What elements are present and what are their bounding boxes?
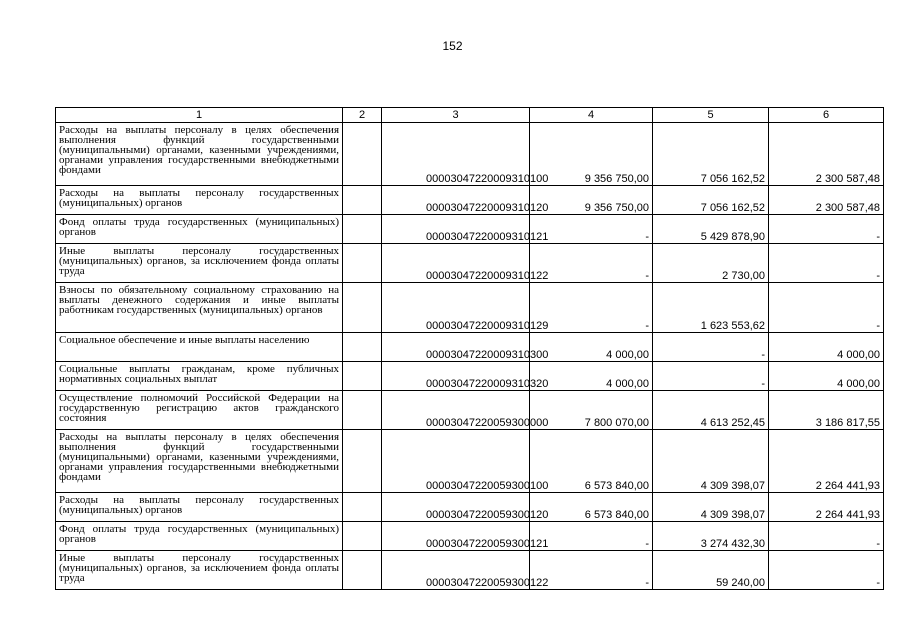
- row-executed-amount: -: [653, 333, 769, 362]
- row-executed-amount: 7 056 162,52: [653, 123, 769, 186]
- row-executed-amount: -: [653, 362, 769, 391]
- column-header: 1: [56, 108, 343, 123]
- row-approved-amount: -: [530, 522, 653, 551]
- budget-execution-table: [55, 107, 884, 590]
- column-number-header-row: [56, 108, 884, 123]
- row-budget-code: 00003047220009310129: [382, 283, 530, 333]
- row-remaining-amount: 2 264 441,93: [769, 493, 884, 522]
- row-remaining-amount: 2 300 587,48: [769, 123, 884, 186]
- row-budget-code: 00003047220009310120: [382, 186, 530, 215]
- row-executed-amount: 59 240,00: [653, 551, 769, 590]
- row-description: Социальное обеспечение и иные выплаты населению: [56, 333, 343, 362]
- row-approved-amount: -: [530, 283, 653, 333]
- row-executed-amount: 1 623 553,62: [653, 283, 769, 333]
- row-approved-amount: 9 356 750,00: [530, 123, 653, 186]
- table-row: [56, 551, 884, 590]
- row-description: Осуществление полномочий Российской Федерации на государственную регистрацию актов гражданского состояния: [56, 391, 343, 430]
- row-executed-amount: 7 056 162,52: [653, 186, 769, 215]
- row-line-code: [343, 333, 382, 362]
- table-row: [56, 244, 884, 283]
- table-row: [56, 333, 884, 362]
- table-row: [56, 430, 884, 493]
- table-row: [56, 391, 884, 430]
- row-remaining-amount: 3 186 817,55: [769, 391, 884, 430]
- row-budget-code: 00003047220059300100: [382, 430, 530, 493]
- row-remaining-amount: 4 000,00: [769, 333, 884, 362]
- row-remaining-amount: 2 264 441,93: [769, 430, 884, 493]
- row-approved-amount: -: [530, 244, 653, 283]
- row-description: Фонд оплаты труда государственных (муниципальных) органов: [56, 215, 343, 244]
- row-remaining-amount: -: [769, 522, 884, 551]
- table-row: [56, 215, 884, 244]
- row-description: Социальные выплаты гражданам, кроме публичных нормативных социальных выплат: [56, 362, 343, 391]
- row-line-code: [343, 522, 382, 551]
- column-header: 3: [382, 108, 530, 123]
- row-description: Расходы на выплаты персоналу в целях обеспечения выполнения функций государственными (муниципальными) органами, казенными учреждениями, органами управления государственными внебюджетными фондами: [56, 123, 343, 186]
- row-line-code: [343, 244, 382, 283]
- row-line-code: [343, 123, 382, 186]
- row-remaining-amount: 4 000,00: [769, 362, 884, 391]
- row-line-code: [343, 283, 382, 333]
- table-row: [56, 123, 884, 186]
- table-row: [56, 493, 884, 522]
- row-remaining-amount: 2 300 587,48: [769, 186, 884, 215]
- column-header: 5: [653, 108, 769, 123]
- row-executed-amount: 3 274 432,30: [653, 522, 769, 551]
- row-remaining-amount: -: [769, 283, 884, 333]
- table-row: [56, 283, 884, 333]
- row-line-code: [343, 493, 382, 522]
- row-budget-code: 00003047220009310100: [382, 123, 530, 186]
- row-approved-amount: -: [530, 215, 653, 244]
- row-description: Фонд оплаты труда государственных (муниципальных) органов: [56, 522, 343, 551]
- row-executed-amount: 4 309 398,07: [653, 430, 769, 493]
- row-remaining-amount: -: [769, 215, 884, 244]
- row-remaining-amount: -: [769, 551, 884, 590]
- row-approved-amount: 4 000,00: [530, 333, 653, 362]
- row-line-code: [343, 215, 382, 244]
- row-budget-code: 00003047220059300000: [382, 391, 530, 430]
- row-budget-code: 00003047220059300120: [382, 493, 530, 522]
- row-description: Расходы на выплаты персоналу в целях обеспечения выполнения функций государственными (муниципальными) органами, казенными учреждениями, органами управления государственными внебюджетными фондами: [56, 430, 343, 493]
- row-budget-code: 00003047220009310121: [382, 215, 530, 244]
- column-header: 2: [343, 108, 382, 123]
- row-description: Расходы на выплаты персоналу государственных (муниципальных) органов: [56, 186, 343, 215]
- row-budget-code: 00003047220009310300: [382, 333, 530, 362]
- table-row: [56, 362, 884, 391]
- row-description: Расходы на выплаты персоналу государственных (муниципальных) органов: [56, 493, 343, 522]
- row-budget-code: 00003047220009310320: [382, 362, 530, 391]
- row-description: Взносы по обязательному социальному страхованию на выплаты денежного содержания и иные выплаты работникам государственных (муниципальных) органов: [56, 283, 343, 333]
- row-budget-code: 00003047220059300121: [382, 522, 530, 551]
- row-approved-amount: 4 000,00: [530, 362, 653, 391]
- row-description: Иные выплаты персоналу государственных (муниципальных) органов, за исключением фонда оплаты труда: [56, 244, 343, 283]
- row-description: Иные выплаты персоналу государственных (муниципальных) органов, за исключением фонда оплаты труда: [56, 551, 343, 590]
- row-approved-amount: 6 573 840,00: [530, 430, 653, 493]
- row-line-code: [343, 186, 382, 215]
- row-executed-amount: 4 309 398,07: [653, 493, 769, 522]
- row-executed-amount: 4 613 252,45: [653, 391, 769, 430]
- row-executed-amount: 5 429 878,90: [653, 215, 769, 244]
- row-line-code: [343, 362, 382, 391]
- table-row: [56, 186, 884, 215]
- column-header: 6: [769, 108, 884, 123]
- row-line-code: [343, 551, 382, 590]
- row-approved-amount: 7 800 070,00: [530, 391, 653, 430]
- page-number: 152: [442, 39, 463, 53]
- row-approved-amount: 6 573 840,00: [530, 493, 653, 522]
- row-approved-amount: 9 356 750,00: [530, 186, 653, 215]
- column-header: 4: [530, 108, 653, 123]
- row-line-code: [343, 430, 382, 493]
- row-budget-code: 00003047220009310122: [382, 244, 530, 283]
- row-approved-amount: -: [530, 551, 653, 590]
- row-executed-amount: 2 730,00: [653, 244, 769, 283]
- row-remaining-amount: -: [769, 244, 884, 283]
- row-line-code: [343, 391, 382, 430]
- row-budget-code: 00003047220059300122: [382, 551, 530, 590]
- table-row: [56, 522, 884, 551]
